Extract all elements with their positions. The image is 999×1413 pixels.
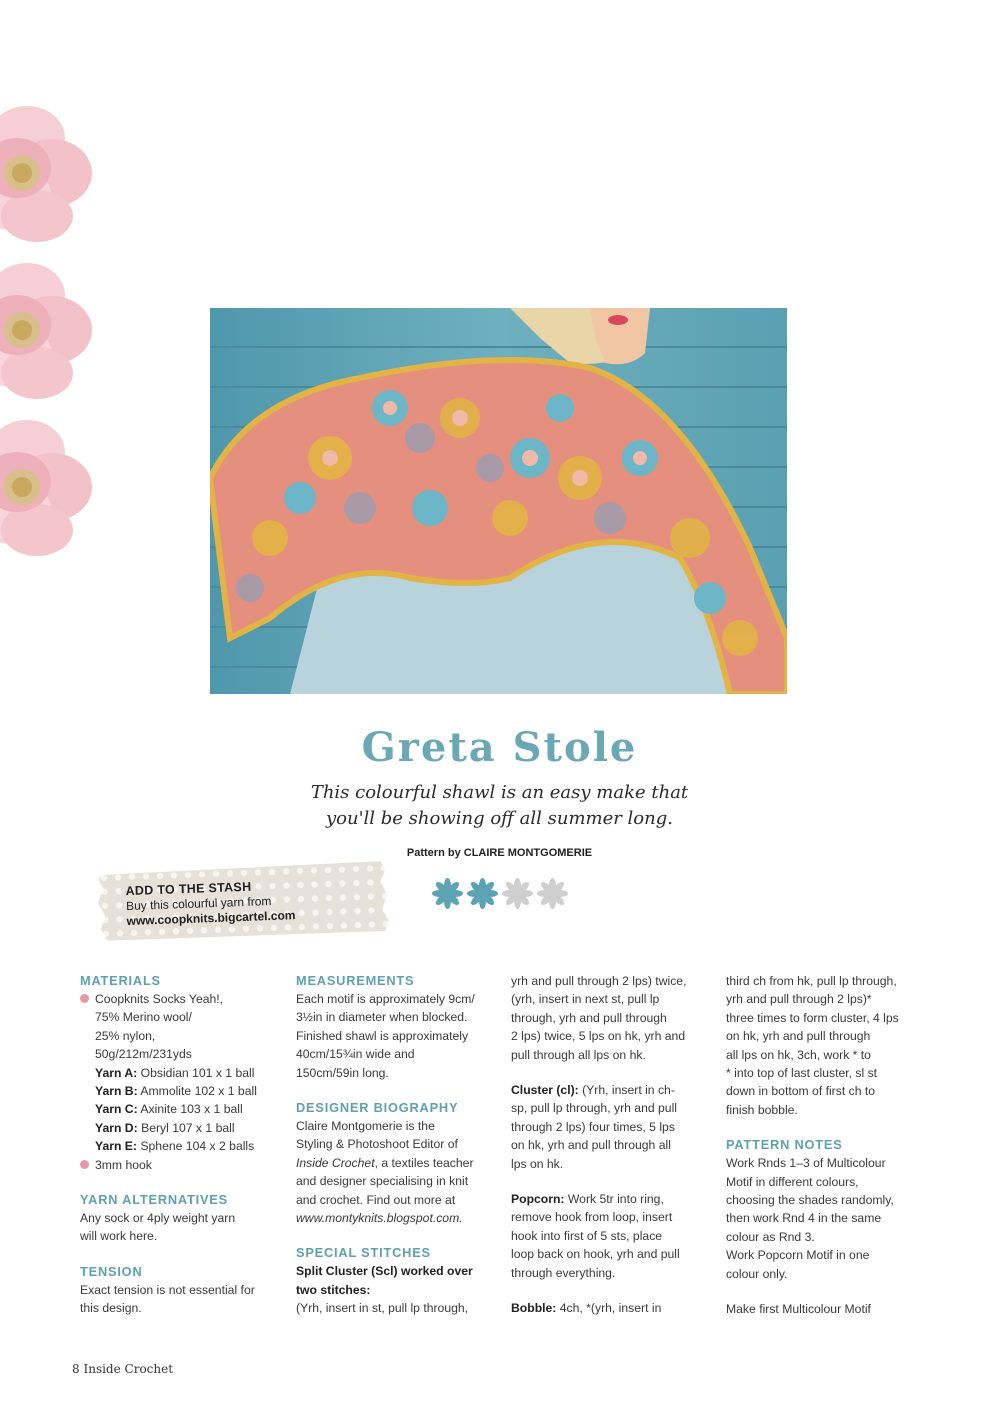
measurements-text: Finished shawl is approximately [296,1028,469,1043]
designer-text: Claire Montgomerie is the [296,1119,435,1134]
measurements-text: Each motif is approximately 9cm/ [296,992,475,1006]
yarn-a: Yarn A: Obsidian 101 x 1 ball [95,1065,255,1080]
notes-text: Make first Multicolour Motif [726,1302,871,1317]
notes-text: colour only. [726,1266,788,1281]
stitch-text: * into top of last cluster, sl st [726,1066,878,1081]
stitch-text: through, yrh and pull through [511,1010,667,1025]
yarn-alternatives-text: will work here. [80,1229,158,1244]
notes-text: then work Rnd 4 in the same [726,1211,882,1226]
materials-line: 25% nylon, [95,1028,156,1043]
special-stitch-text: (Yrh, insert in st, pull lp through, [296,1301,469,1316]
cluster-stitch: Cluster (cl): (Yrh, insert in ch- [511,1083,675,1098]
byline [0,847,999,859]
page-title: Greta Stole [361,724,638,771]
stitch-text: 2 lps) twice, 5 lps on hk, yrh and [511,1029,686,1044]
flower-illustration-icon [0,255,102,405]
stitch-text: down in bottom of first ch to [726,1084,876,1099]
stitch-text: hook into first of 5 sts, place [511,1228,663,1243]
add-to-stash-tape [97,861,389,941]
stitch-text: sp, pull lp through, yrh and pull [511,1101,677,1116]
stitch-text: third ch from hk, pull lp through, [726,974,897,988]
stitch-text: (yrh, insert in next st, pull lp [511,992,660,1007]
stitch-text: through 2 lps) four times, 5 lps [511,1119,675,1134]
rating-star-empty-icon [502,878,533,909]
yarn-alternatives-heading: YARN ALTERNATIVES [80,1192,228,1208]
designer-text: and crochet. Find out more at [296,1192,456,1207]
special-stitches-heading: SPECIAL STITCHES [296,1245,431,1261]
stitch-text: three times to form cluster, 4 lps [726,1010,899,1025]
yarn-c: Yarn C: Axinite 103 x 1 ball [95,1102,243,1117]
notes-text: Work Rnds 1–3 of Multicolour [726,1156,886,1171]
special-stitch-title: Split Cluster (Scl) worked over [296,1264,473,1279]
stitch-text: on hk, yrh and pull through [726,1029,871,1044]
column-2 [296,972,496,1318]
difficulty-rating [432,878,568,909]
materials-line: 75% Merino wool/ [95,1010,192,1025]
notes-text: colour as Rnd 3. [726,1229,815,1244]
column-3 [511,972,711,1318]
stitch-text: on hk, yrh and pull through all [511,1138,671,1153]
tension-heading: TENSION [80,1263,143,1279]
rating-star-filled-icon [432,878,463,909]
popcorn-stitch: Popcorn: Work 5tr into ring, [511,1192,664,1207]
designer-biography-heading: DESIGNER BIOGRAPHY [296,1100,459,1116]
stitch-text: pull through all lps on hk. [511,1047,646,1062]
measurements-text: 40cm/15¾in wide and [296,1047,415,1062]
subtitle-line: you'll be showing off all summer long. [325,808,673,829]
column-1 [80,972,288,1318]
notes-text: Work Popcorn Motif in one [726,1248,870,1263]
flower-illustration-icon [0,98,102,248]
stitch-text: all lps on hk, 3ch, work * to [726,1047,871,1062]
materials-yarn: Coopknits Socks Yeah!, [80,990,288,1008]
stitch-text: finish bobble. [726,1102,798,1117]
column-4 [726,972,926,1319]
stash-title: ADD TO THE STASH [125,879,252,899]
stash-line: Buy this colourful yarn from [125,894,272,914]
pattern-notes-heading: PATTERN NOTES [726,1137,843,1153]
stash-url-link[interactable]: www.coopknits.bigcartel.com [126,908,296,929]
designer-name: CLAIRE MONTGOMERIE [463,847,593,859]
stitch-text: lps on hk. [511,1156,564,1171]
byline-prefix: Pattern by [406,847,461,859]
measurements-heading: MEASUREMENTS [296,973,415,988]
designer-text: Styling & Photoshoot Editor of [296,1137,458,1152]
yarn-e: Yarn E: Sphene 104 x 2 balls [95,1139,255,1154]
rating-star-filled-icon [467,878,498,909]
materials-hook: 3mm hook [80,1156,288,1174]
designer-text: and designer specialising in knit [296,1174,469,1189]
yarn-b: Yarn B: Ammolite 102 x 1 ball [95,1084,257,1099]
stitch-text: remove hook from loop, insert [511,1210,673,1225]
tension-text: Exact tension is not essential for [80,1282,255,1297]
page-footer [72,1362,173,1376]
designer-text: Inside Crochet, a textiles teacher [296,1155,474,1170]
stitch-text: through everything. [511,1265,616,1280]
rating-star-empty-icon [537,878,568,909]
yarn-d: Yarn D: Beryl 107 x 1 ball [95,1120,235,1135]
stash-text [125,878,295,929]
magazine-name: Inside Crochet [83,1362,174,1376]
designer-website-link[interactable]: www.montyknits.blogspot.com. [296,1211,463,1226]
hero-photo [210,308,787,694]
materials-heading: MATERIALS [80,973,161,988]
special-stitch-title: two stitches: [296,1282,371,1297]
stitch-text: yrh and pull through 2 lps)* [726,992,872,1007]
stitch-text: loop back on hook, yrh and pull [511,1247,680,1262]
subtitle [0,780,999,832]
stitch-text: yrh and pull through 2 lps) twice, [511,974,687,988]
measurements-text: 150cm/59in long. [296,1065,389,1080]
notes-text: Motif in different colours, [726,1174,859,1189]
yarn-alternatives-text: Any sock or 4ply weight yarn [80,1211,236,1226]
tension-text: this design. [80,1301,142,1316]
materials-line: 50g/212m/231yds [95,1047,192,1062]
page-number: 8 [72,1362,80,1376]
flower-illustration-icon [0,412,102,562]
measurements-text: 3½in in diameter when blocked. [296,1010,468,1025]
subtitle-line: This colourful shawl is an easy make that [310,782,689,803]
bobble-stitch: Bobble: 4ch, *(yrh, insert in [511,1301,662,1316]
notes-text: choosing the shades randomly, [726,1193,894,1208]
